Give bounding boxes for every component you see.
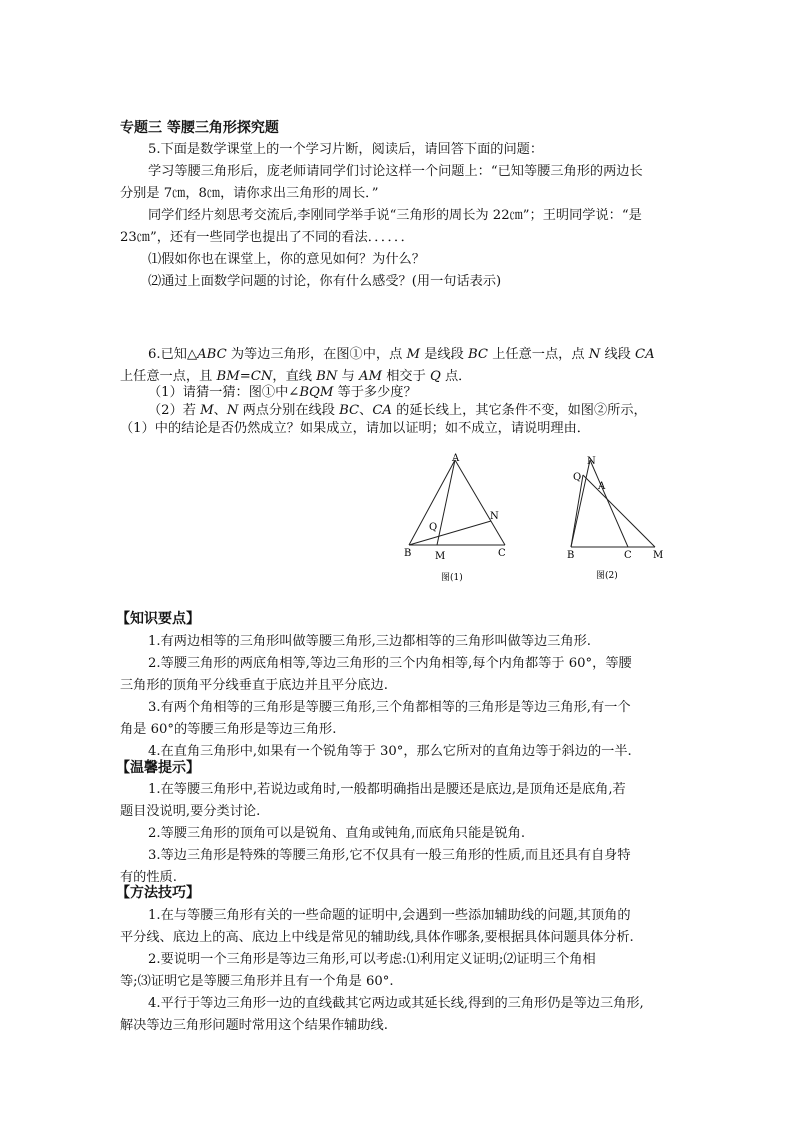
tips-item-3b: 有的性质.	[120, 870, 177, 885]
q6-line-1: 6.已知△ABC 为等边三角形，在图①中，点 M 是线段 BC 上任意一点，点 N 线段 CA	[148, 347, 655, 362]
knowledge-item-3a: 3.有两个角相等的三角形是等腰三角形,三个角都相等的三角形是等边三角形,有一个	[148, 700, 631, 715]
methods-item-1b: 平分线、底边上的高、底边上中线是常见的辅助线,具体作哪条,要根据具体问题具体分析.	[120, 930, 634, 945]
figure-2	[563, 450, 673, 588]
fig2-label-a: A	[598, 481, 606, 492]
fig2-label-q: Q	[573, 472, 582, 483]
fig2-label-m: M	[653, 550, 664, 561]
fig1-side-ac	[455, 460, 505, 545]
methods-item-1a: 1.在与等腰三角形有关的一些命题的证明中,会遇到一些添加辅助线的问题,其顶角的	[148, 908, 631, 923]
methods-heading: 【方法技巧】	[116, 885, 200, 901]
knowledge-item-2b: 三角形的顶角平分线垂直于底边并且平分底边.	[120, 678, 388, 693]
q5-paragraph-2b: 23㎝”，还有一些同学也提出了不同的看法．．．．．．	[120, 230, 414, 245]
tips-item-3a: 3.等边三角形是特殊的等腰三角形,它不仅具有一般三角形的性质,而且还具有自身特	[148, 848, 631, 863]
fig2-line-bq	[571, 475, 583, 547]
section-title: 专题三 等腰三角形探究题	[120, 120, 279, 136]
knowledge-heading: 【知识要点】	[116, 611, 200, 627]
tips-item-1b: 题目没说明,要分类讨论.	[120, 804, 261, 819]
figure-1	[395, 448, 525, 588]
methods-item-3a: 4.平行于等边三角形一边的直线截其它两边或其延长线,得到的三角形仍是等边三角形,	[148, 996, 644, 1011]
q5-paragraph-2a: 同学们经片刻思考交流后,李刚同学举手说“三角形的周长为 22㎝”；王明同学说：“是	[148, 208, 642, 223]
fig2-line-nc	[590, 460, 628, 547]
fig1-label-m: M	[435, 551, 446, 562]
fig1-label-a: A	[452, 453, 460, 464]
fig1-label-n: N	[490, 511, 499, 522]
fig2-caption: 图(2)	[596, 571, 618, 581]
q6-line-2: 上任意一点，且 BM=CN，直线 BN 与 AM 相交于 Q 点．	[120, 369, 472, 384]
tips-item-1a: 1.在等腰三角形中,若说边或角时,一般都明确指出是腰还是底边,是顶角还是底角,若	[148, 782, 626, 797]
fig1-label-q: Q	[429, 522, 438, 533]
q6-line-5: （1）中的结论是否仍然成立？如果成立，请加以证明；如不成立，请说明理由．	[120, 421, 590, 436]
methods-item-3b: 解决等边三角形问题时常用这个结果作辅助线.	[120, 1018, 388, 1033]
fig1-line-bn	[409, 521, 491, 545]
fig1-caption: 图(1)	[441, 573, 463, 583]
q5-subquestion-2: ⑵通过上面数学问题的讨论，你有什么感受？(用一句话表示)	[148, 274, 502, 289]
methods-item-2a: 2.要说明一个三角形是等边三角形,可以考虑:⑴利用定义证明;⑵证明三个角相	[148, 952, 596, 967]
fig2-label-c: C	[624, 550, 632, 561]
q5-subquestion-1: ⑴假如你也在课堂上，你的意见如何？为什么？	[148, 252, 425, 267]
knowledge-item-2a: 2.等腰三角形的两底角相等,等边三角形的三个内角相等,每个内角都等于 60°，等腰	[148, 656, 632, 671]
knowledge-item-3b: 角是 60°的等腰三角形是等边三角形.	[120, 722, 337, 737]
tips-heading: 【温馨提示】	[116, 760, 200, 776]
q5-paragraph-1b: 分别是 7㎝，8㎝，请你求出三角形的周长．”	[120, 186, 379, 201]
fig1-label-c: C	[498, 548, 506, 559]
knowledge-item-1: 1.有两边相等的三角形叫做等腰三角形,三边都相等的三角形叫做等边三角形.	[148, 634, 591, 649]
tips-item-2: 2.等腰三角形的顶角可以是锐角、直角或钝角,而底角只能是锐角.	[148, 826, 526, 841]
q5-intro: 5.下面是数学课堂上的一个学习片断，阅读后，请回答下面的问题：	[148, 142, 544, 157]
methods-item-2b: 等;⑶证明它是等腰三角形并且有一个角是 60°.	[120, 974, 394, 989]
q5-paragraph-1a: 学习等腰三角形后，庞老师请同学们讨论这样一个问题上：“已知等腰三角形的两边长	[148, 164, 643, 179]
fig2-line-qm	[583, 475, 655, 547]
knowledge-item-4: 4.在直角三角形中,如果有一个锐角等于 30°，那么它所对的直角边等于斜边的一半.	[148, 744, 632, 759]
fig2-label-b: B	[567, 550, 575, 561]
q6-line-4: （2）若 M、N 两点分别在线段 BC、CA 的延长线上，其它条件不变，如图②所示，	[148, 403, 647, 418]
fig1-label-b: B	[404, 548, 412, 559]
q6-line-3: （1）请猜一猜：图①中∠BQM 等于多少度？	[148, 385, 417, 400]
fig2-label-n: N	[587, 456, 596, 467]
